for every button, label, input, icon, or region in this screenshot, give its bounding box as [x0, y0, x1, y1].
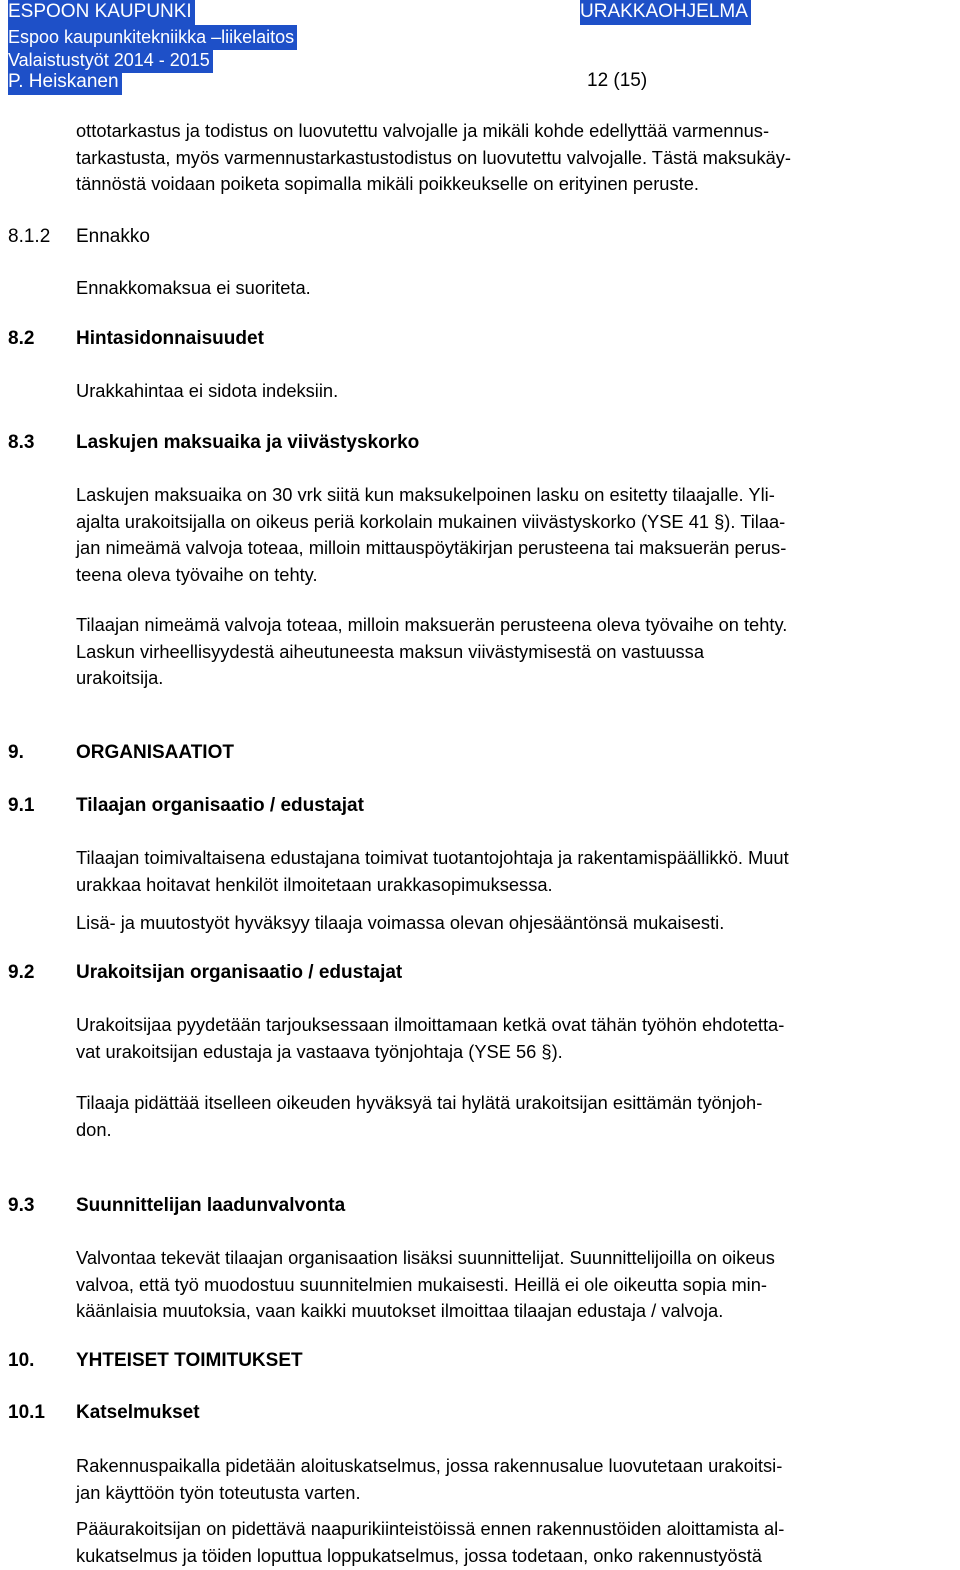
header-unit-text: Espoo kaupunkitekniikka –liikelaitos [8, 25, 297, 50]
section-title: Hintasidonnaisuudet [76, 328, 264, 349]
text-line: Lisä- ja muutostyöt hyväksyy tilaaja voimassa olevan ohjesääntönsä mukaisesti. [76, 912, 725, 933]
section-paragraph [76, 845, 789, 898]
text-line: käänlaisia muutoksia, vaan kaikki muutokset ilmoittaa tilaajan edustaja / valvoja. [76, 1300, 724, 1321]
text-line: Tilaajan toimivaltaisena edustajana toimivat tuotantojohtaja ja rakentamispäällikkö. Muut [76, 847, 789, 868]
section-paragraph [76, 1245, 775, 1325]
text-line: jan nimeämä valvoja toteaa, milloin mittauspöytäkirjan perusteena tai maksuerän perus- [76, 537, 787, 558]
section-number: 10.1 [8, 1402, 45, 1423]
text-line: ottotarkastus ja todistus on luovutettu valvojalle ja mikäli kohde edellyttää varmennus- [76, 120, 770, 141]
section-title: Tilaajan organisaatio / edustajat [76, 795, 364, 816]
header-org-text: ESPOON KAUPUNKI [8, 0, 195, 25]
text-line: tarkastusta, myös varmennustarkastustodistus on luovutettu valvojalle. Tästä maksukäy- [76, 146, 791, 168]
text-line: vat urakoitsijan edustaja ja vastaava työnjohtaja (YSE 56 §). [76, 1040, 563, 1062]
section-number: 9.2 [8, 962, 35, 983]
intro-paragraph [76, 118, 791, 198]
section-paragraph [76, 1012, 784, 1065]
text-line: Pääurakoitsijan on pidettävä naapurikiinteistöissä ennen rakennustöiden aloittamista al- [76, 1518, 785, 1539]
section-paragraph [76, 482, 786, 588]
header-page-number: 12 (15) [587, 70, 648, 91]
text-line: Tilaajan nimeämä valvoja toteaa, milloin maksuerän perusteena oleva työvaihe on tehty. [76, 614, 788, 635]
section-number: 8.3 [8, 432, 35, 453]
section-paragraph [76, 612, 787, 692]
text-line: jan käyttöön työn toteutusta varten. [76, 1481, 361, 1503]
text-line: Ennakkomaksua ei suoriteta. [76, 277, 311, 298]
header-project-text: Valaistustyöt 2014 - 2015 [8, 48, 213, 73]
text-line: don. [76, 1118, 112, 1140]
text-line: ajalta urakoitsijalla on oikeus periä korkolain mukainen viivästyskorko (YSE 41 §). Tilaa- [76, 510, 786, 532]
text-line: Urakkahintaa ei sidota indeksiin. [76, 380, 339, 401]
section-number: 9.1 [8, 795, 35, 816]
section-title: ORGANISAATIOT [76, 742, 234, 763]
text-line: valvoa, että työ muodostuu suunnitelmien mukaisesti. Heillä ei ole oikeutta sopia min- [76, 1273, 767, 1295]
text-line: Laskun virheellisyydestä aiheutuneesta maksun viivästymisestä on vastuussa [76, 640, 704, 662]
text-line: urakkaa hoitavat henkilöt ilmoitetaan urakkasopimuksessa. [76, 873, 553, 895]
text-line: Laskujen maksuaika on 30 vrk siitä kun maksukelpoinen lasku on esitetty tilaajalle. Yli- [76, 484, 775, 505]
text-line: kukatselmus ja töiden loputtua loppukatselmus, jossa todetaan, onko rakennustyöstä [76, 1544, 762, 1566]
header-unit [8, 25, 297, 50]
section-paragraph [76, 275, 311, 302]
header-author [8, 70, 122, 95]
header-org [8, 0, 195, 25]
text-line: tännöstä voidaan poiketa sopimalla mikäli poikkeukselle on erityinen peruste. [76, 173, 699, 194]
section-title: Ennakko [76, 226, 150, 247]
header-doc-type [580, 0, 751, 25]
section-paragraph [76, 1516, 784, 1569]
section-paragraph [76, 1090, 762, 1143]
section-title: YHTEISET TOIMITUKSET [76, 1350, 303, 1371]
section-paragraph [76, 910, 724, 937]
page-header [8, 0, 960, 100]
text-line: Valvontaa tekevät tilaajan organisaation lisäksi suunnittelijat. Suunnittelijoilla on oikeus [76, 1247, 775, 1268]
text-line: urakoitsija. [76, 667, 164, 688]
section-number: 9.3 [8, 1195, 35, 1216]
text-line: Tilaaja pidättää itselleen oikeuden hyväksyä tai hylätä urakoitsijan esittämän työnjoh- [76, 1092, 763, 1113]
section-title: Laskujen maksuaika ja viivästyskorko [76, 432, 420, 453]
header-author-text: P. Heiskanen [8, 70, 122, 95]
section-title: Katselmukset [76, 1402, 200, 1423]
text-line: Urakoitsijaa pyydetään tarjouksessaan ilmoittamaan ketkä ovat tähän työhön ehdotetta- [76, 1014, 785, 1035]
section-number: 8.1.2 [8, 226, 51, 247]
header-doc-type-text: URAKKAOHJELMA [580, 0, 751, 25]
section-number: 8.2 [8, 328, 35, 349]
text-line: teena oleva työvaihe on tehty. [76, 563, 318, 585]
section-paragraph [76, 1453, 782, 1506]
section-number: 9. [8, 742, 24, 763]
section-number: 10. [8, 1350, 35, 1371]
text-line: Rakennuspaikalla pidetään aloituskatselmus, jossa rakennusalue luovutetaan urakoitsi- [76, 1455, 783, 1476]
section-paragraph [76, 378, 338, 405]
section-title: Suunnittelijan laadunvalvonta [76, 1195, 346, 1216]
section-title: Urakoitsijan organisaatio / edustajat [76, 962, 403, 983]
